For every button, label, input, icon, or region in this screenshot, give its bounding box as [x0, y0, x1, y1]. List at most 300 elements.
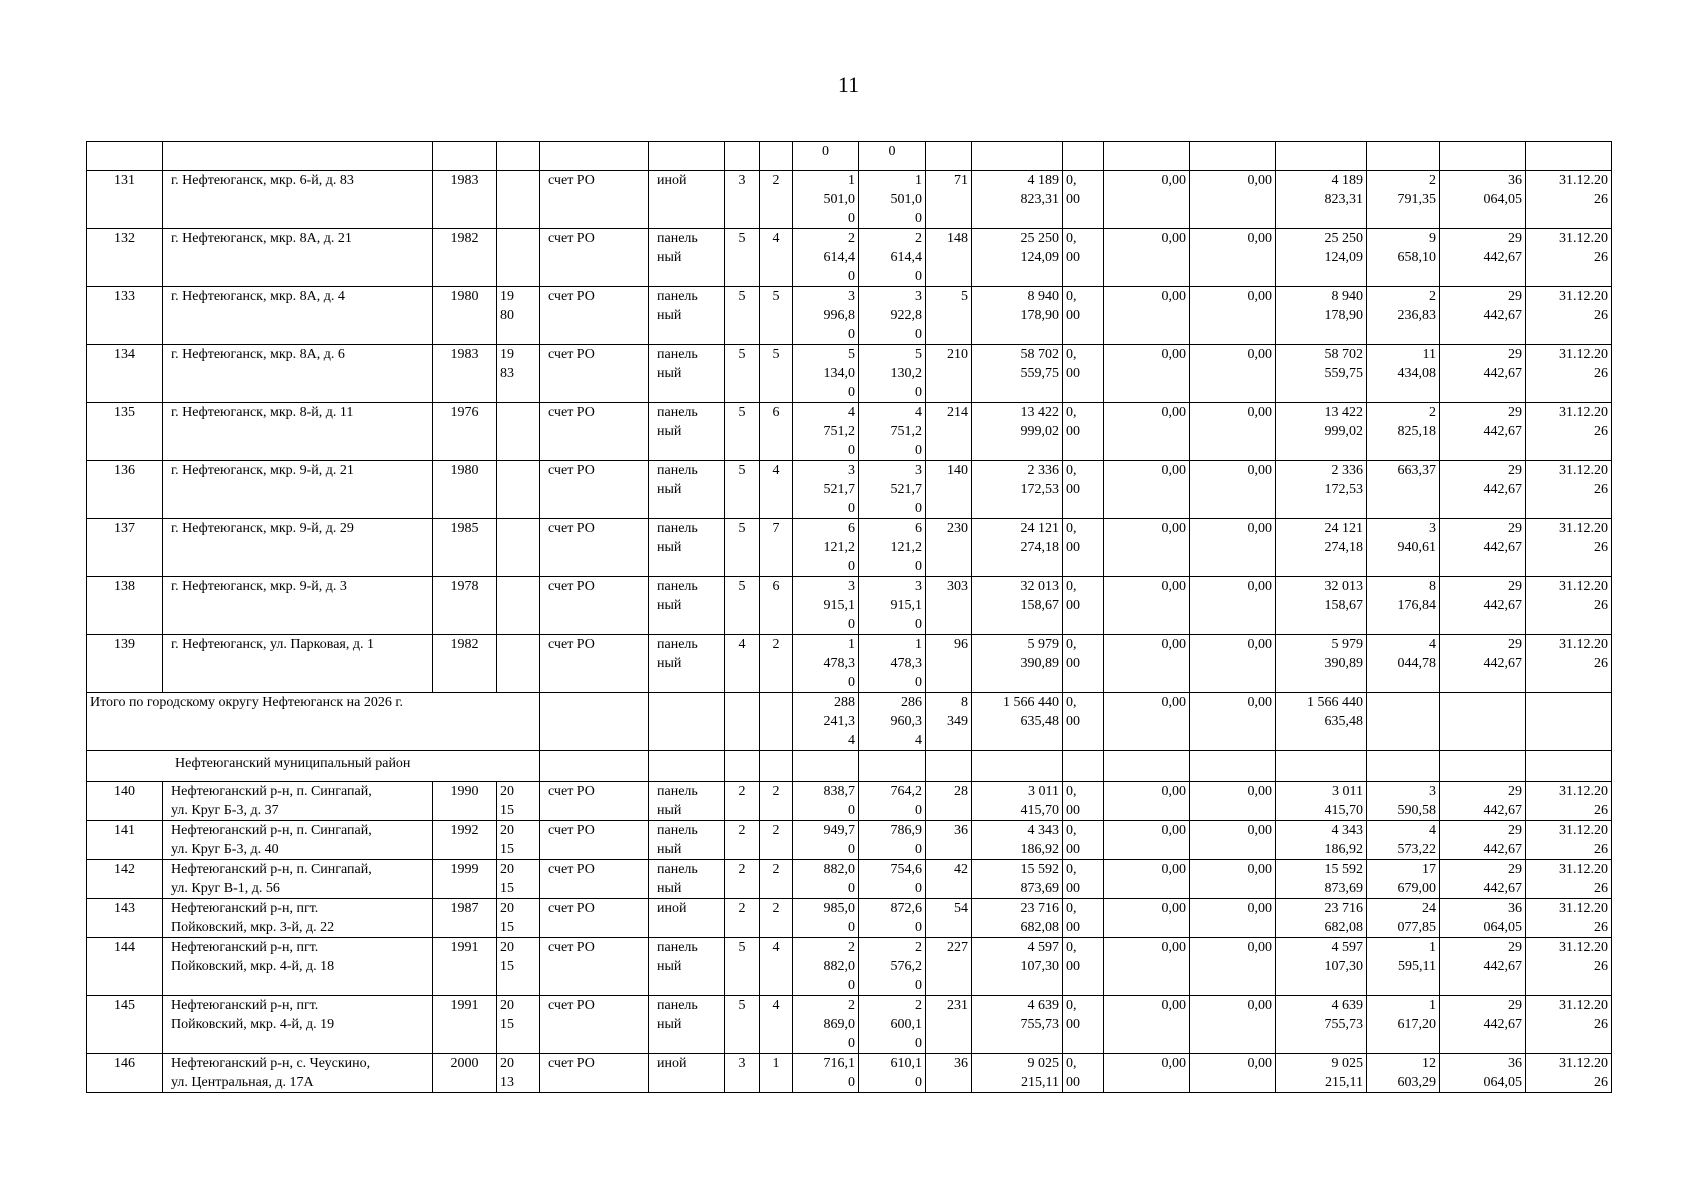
cell-cost-local: 0,00 — [1190, 461, 1276, 519]
cell-cost-fund: 0, 00 — [1063, 635, 1104, 693]
cell-wall-material: панель ный — [649, 403, 725, 461]
cell-cost: 4 343 186,92 — [972, 821, 1063, 860]
cell-year-repair — [497, 519, 540, 577]
cell-residents: 71 — [926, 171, 972, 229]
cell-area-living: 754,6 0 — [859, 860, 926, 899]
cell-wall-material: панель ный — [649, 938, 725, 996]
cell-cost-fund: 0, 00 — [1063, 938, 1104, 996]
cell-residents: 28 — [926, 782, 972, 821]
cell-wall-material: панель ный — [649, 519, 725, 577]
cell-area-total: 0 — [793, 142, 859, 171]
cell-unit-limit: 29 442,67 — [1440, 403, 1526, 461]
cell-unit-cost: 4 573,22 — [1367, 821, 1440, 860]
cell-cost-local: 0,00 — [1190, 860, 1276, 899]
cell-residents: 230 — [926, 519, 972, 577]
cell-entrances: 4 — [760, 938, 793, 996]
cell-address: Нефтеюганский р-н, пгт. Пойковский, мкр. 4-й, д. 18 — [163, 938, 433, 996]
cell-unit-cost: 4 044,78 — [1367, 635, 1440, 693]
table-row — [87, 996, 1612, 1054]
cell-unit-cost: 24 077,85 — [1367, 899, 1440, 938]
cell-address: г. Нефтеюганск, мкр. 8А, д. 21 — [163, 229, 433, 287]
cell-cost-owners: 4 189 823,31 — [1276, 171, 1367, 229]
cell-cost: 2 336 172,53 — [972, 461, 1063, 519]
cell-deadline: 31.12.20 26 — [1526, 1054, 1612, 1093]
cell-cost-owners: 8 940 178,90 — [1276, 287, 1367, 345]
cell-year-built: 1982 — [433, 229, 497, 287]
cell-year-repair: 20 15 — [497, 938, 540, 996]
cell-year-built: 1978 — [433, 577, 497, 635]
cell-wall-material: панель ный — [649, 577, 725, 635]
cell-cost: 4 189 823,31 — [972, 171, 1063, 229]
table-row — [87, 782, 1612, 821]
cell-cost-fund: 0, 00 — [1063, 782, 1104, 821]
cell-residents: 54 — [926, 899, 972, 938]
cell-wall-material: иной — [649, 1054, 725, 1093]
cell-cost-region: 0,00 — [1104, 171, 1190, 229]
cell-year-built: 1976 — [433, 403, 497, 461]
cell-entrances: 5 — [760, 345, 793, 403]
cell-year-built: 1987 — [433, 899, 497, 938]
cell-cost-owners: 9 025 215,11 — [1276, 1054, 1367, 1093]
cell-cost-local: 0,00 — [1190, 996, 1276, 1054]
total-residents: 8 349 — [926, 693, 972, 751]
cell-address: г. Нефтеюганск, мкр. 9-й, д. 21 — [163, 461, 433, 519]
cell-wall-material: иной — [649, 899, 725, 938]
cell-area-total: 4 751,2 0 — [793, 403, 859, 461]
table-row — [87, 287, 1612, 345]
cell-cost-region: 0,00 — [1104, 996, 1190, 1054]
cell-account: счет РО — [540, 938, 649, 996]
cell-cost-region: 0,00 — [1104, 860, 1190, 899]
section-row — [87, 751, 1612, 782]
cell-account: счет РО — [540, 899, 649, 938]
cell-year-repair: 20 15 — [497, 821, 540, 860]
cell-wall-material: панель ный — [649, 860, 725, 899]
cell-cost-local: 0,00 — [1190, 635, 1276, 693]
cell-floors: 5 — [725, 287, 760, 345]
cell-area-living: 6 121,2 0 — [859, 519, 926, 577]
cell-wall-material: иной — [649, 171, 725, 229]
cell-cost-local: 0,00 — [1190, 403, 1276, 461]
cell-number: 135 — [87, 403, 163, 461]
cell-residents: 227 — [926, 938, 972, 996]
cell-year-built: 1991 — [433, 938, 497, 996]
cell-area-living: 1 478,3 0 — [859, 635, 926, 693]
cell-floors: 2 — [725, 899, 760, 938]
cell-cost-fund: 0, 00 — [1063, 899, 1104, 938]
cell-cost-region: 0,00 — [1104, 345, 1190, 403]
cell-deadline: 31.12.20 26 — [1526, 899, 1612, 938]
cell-area-total: 2 614,4 0 — [793, 229, 859, 287]
cell-cost-region: 0,00 — [1104, 403, 1190, 461]
total-label: Итого по городскому округу Нефтеюганск на 2026 г. — [87, 693, 540, 751]
cell-floors: 5 — [725, 519, 760, 577]
cell-address: г. Нефтеюганск, ул. Парковая, д. 1 — [163, 635, 433, 693]
cell-year-repair — [497, 577, 540, 635]
cell-entrances: 4 — [760, 229, 793, 287]
cell-residents: 42 — [926, 860, 972, 899]
table-row-continued — [87, 142, 1612, 171]
cell-cost-owners: 15 592 873,69 — [1276, 860, 1367, 899]
cell-deadline: 31.12.20 26 — [1526, 860, 1612, 899]
cell-cost-owners: 3 011 415,70 — [1276, 782, 1367, 821]
cell-entrances: 6 — [760, 403, 793, 461]
cell-number: 141 — [87, 821, 163, 860]
cell-cost-owners: 25 250 124,09 — [1276, 229, 1367, 287]
cell-cost-local: 0,00 — [1190, 171, 1276, 229]
cell-year-repair: 20 15 — [497, 996, 540, 1054]
cell-address: г. Нефтеюганск, мкр. 6-й, д. 83 — [163, 171, 433, 229]
cell-year-repair: 19 80 — [497, 287, 540, 345]
cell-entrances: 4 — [760, 996, 793, 1054]
cell-cost-fund: 0, 00 — [1063, 229, 1104, 287]
cell-deadline: 31.12.20 26 — [1526, 782, 1612, 821]
cell-number: 136 — [87, 461, 163, 519]
cell-cost: 9 025 215,11 — [972, 1054, 1063, 1093]
cell-unit-cost: 663,37 — [1367, 461, 1440, 519]
cell-cost-owners: 23 716 682,08 — [1276, 899, 1367, 938]
cell-cost-local: 0,00 — [1190, 287, 1276, 345]
cell-cost: 25 250 124,09 — [972, 229, 1063, 287]
total-area-total: 288 241,3 4 — [793, 693, 859, 751]
cell-cost-local: 0,00 — [1190, 345, 1276, 403]
cell-cost-fund: 0, 00 — [1063, 577, 1104, 635]
cell-wall-material: панель ный — [649, 345, 725, 403]
cell-account: счет РО — [540, 635, 649, 693]
cell-cost: 4 597 107,30 — [972, 938, 1063, 996]
cell-cost-region: 0,00 — [1104, 577, 1190, 635]
cell-cost-owners: 24 121 274,18 — [1276, 519, 1367, 577]
cell-unit-cost: 2 825,18 — [1367, 403, 1440, 461]
cell-deadline: 31.12.20 26 — [1526, 403, 1612, 461]
cell-floors: 5 — [725, 996, 760, 1054]
cell-area-living: 764,2 0 — [859, 782, 926, 821]
cell-unit-limit: 29 442,67 — [1440, 635, 1526, 693]
table-row — [87, 938, 1612, 996]
cell-cost-local: 0,00 — [1190, 821, 1276, 860]
cell-area-living: 2 576,2 0 — [859, 938, 926, 996]
houses-table — [86, 141, 1612, 1093]
cell-unit-limit: 36 064,05 — [1440, 899, 1526, 938]
cell-year-repair — [497, 403, 540, 461]
cell-area-living: 2 614,4 0 — [859, 229, 926, 287]
table-row — [87, 860, 1612, 899]
cell-entrances: 2 — [760, 782, 793, 821]
cell-wall-material: панель ный — [649, 635, 725, 693]
cell-area-total: 838,7 0 — [793, 782, 859, 821]
cell-area-living: 4 751,2 0 — [859, 403, 926, 461]
table-row — [87, 229, 1612, 287]
cell-cost-fund: 0, 00 — [1063, 519, 1104, 577]
cell-account: счет РО — [540, 1054, 649, 1093]
table-row — [87, 821, 1612, 860]
cell-cost-region: 0,00 — [1104, 782, 1190, 821]
cell-residents: 36 — [926, 1054, 972, 1093]
table-row — [87, 345, 1612, 403]
cell-year-repair — [497, 461, 540, 519]
cell-area-living: 3 521,7 0 — [859, 461, 926, 519]
cell-cost-owners: 58 702 559,75 — [1276, 345, 1367, 403]
cell-year-built: 1982 — [433, 635, 497, 693]
table-row — [87, 635, 1612, 693]
cell-unit-limit: 29 442,67 — [1440, 821, 1526, 860]
cell-unit-cost: 11 434,08 — [1367, 345, 1440, 403]
table-row — [87, 171, 1612, 229]
cell-cost-owners: 13 422 999,02 — [1276, 403, 1367, 461]
cell-entrances: 2 — [760, 821, 793, 860]
cell-address: Нефтеюганский р-н, пгт. Пойковский, мкр. 4-й, д. 19 — [163, 996, 433, 1054]
cell-area-total: 716,1 0 — [793, 1054, 859, 1093]
cell-unit-cost: 1 617,20 — [1367, 996, 1440, 1054]
cell-area-living: 1 501,0 0 — [859, 171, 926, 229]
cell-address: Нефтеюганский р-н, с. Чеускино, ул. Центральная, д. 17А — [163, 1054, 433, 1093]
cell-address: г. Нефтеюганск, мкр. 8А, д. 4 — [163, 287, 433, 345]
cell-area-total: 3 996,8 0 — [793, 287, 859, 345]
cell-wall-material: панель ный — [649, 782, 725, 821]
cell-cost-local: 0,00 — [1190, 229, 1276, 287]
cell-unit-cost: 3 940,61 — [1367, 519, 1440, 577]
cell-residents: 303 — [926, 577, 972, 635]
cell-address: Нефтеюганский р-н, п. Сингапай, ул. Круг Б-3, д. 40 — [163, 821, 433, 860]
cell-residents: 96 — [926, 635, 972, 693]
cell-unit-cost: 2 236,83 — [1367, 287, 1440, 345]
cell-number: 138 — [87, 577, 163, 635]
cell-unit-cost: 2 791,35 — [1367, 171, 1440, 229]
cell-account: счет РО — [540, 171, 649, 229]
cell-account: счет РО — [540, 860, 649, 899]
cell-year-built: 1990 — [433, 782, 497, 821]
cell-cost: 3 011 415,70 — [972, 782, 1063, 821]
cell-cost-local: 0,00 — [1190, 519, 1276, 577]
cell-number: 143 — [87, 899, 163, 938]
cell-cost-region: 0,00 — [1104, 229, 1190, 287]
cell-year-built: 1983 — [433, 171, 497, 229]
cell-address: Нефтеюганский р-н, п. Сингапай, ул. Круг В-1, д. 56 — [163, 860, 433, 899]
cell-deadline: 31.12.20 26 — [1526, 171, 1612, 229]
cell-residents: 231 — [926, 996, 972, 1054]
cell-deadline: 31.12.20 26 — [1526, 577, 1612, 635]
cell-area-total: 2 869,0 0 — [793, 996, 859, 1054]
cell-entrances: 2 — [760, 635, 793, 693]
cell-area-total: 2 882,0 0 — [793, 938, 859, 996]
cell-cost-owners: 4 343 186,92 — [1276, 821, 1367, 860]
cell-cost: 23 716 682,08 — [972, 899, 1063, 938]
cell-area-total: 1 478,3 0 — [793, 635, 859, 693]
cell-year-repair: 20 15 — [497, 782, 540, 821]
cell-number: 139 — [87, 635, 163, 693]
cell-entrances: 2 — [760, 860, 793, 899]
cell-year-repair — [497, 171, 540, 229]
table-row — [87, 461, 1612, 519]
cell-account: счет РО — [540, 996, 649, 1054]
cell-cost: 15 592 873,69 — [972, 860, 1063, 899]
cell-residents: 140 — [926, 461, 972, 519]
cell-account: счет РО — [540, 287, 649, 345]
cell-unit-limit: 29 442,67 — [1440, 229, 1526, 287]
cell-area-living: 5 130,2 0 — [859, 345, 926, 403]
cell-area-total: 949,7 0 — [793, 821, 859, 860]
cell-year-built: 1991 — [433, 996, 497, 1054]
cell-year-built: 1983 — [433, 345, 497, 403]
cell-deadline: 31.12.20 26 — [1526, 635, 1612, 693]
cell-year-repair: 20 13 — [497, 1054, 540, 1093]
cell-address: г. Нефтеюганск, мкр. 9-й, д. 3 — [163, 577, 433, 635]
cell-deadline: 31.12.20 26 — [1526, 996, 1612, 1054]
cell-year-built: 1980 — [433, 461, 497, 519]
total-cost: 1 566 440 635,48 — [972, 693, 1063, 751]
cell-account: счет РО — [540, 403, 649, 461]
cell-cost: 24 121 274,18 — [972, 519, 1063, 577]
cell-entrances: 1 — [760, 1054, 793, 1093]
cell-address: Нефтеюганский р-н, п. Сингапай, ул. Круг Б-3, д. 37 — [163, 782, 433, 821]
cell-unit-cost: 1 595,11 — [1367, 938, 1440, 996]
cell-cost-fund: 0, 00 — [1063, 171, 1104, 229]
cell-area-living: 786,9 0 — [859, 821, 926, 860]
cell-floors: 5 — [725, 345, 760, 403]
cell-residents: 5 — [926, 287, 972, 345]
cell-floors: 2 — [725, 782, 760, 821]
cell-number: 134 — [87, 345, 163, 403]
cell-wall-material: панель ный — [649, 287, 725, 345]
cell-cost-owners: 2 336 172,53 — [1276, 461, 1367, 519]
cell-cost: 4 639 755,73 — [972, 996, 1063, 1054]
cell-cost-fund: 0, 00 — [1063, 821, 1104, 860]
cell-unit-cost: 17 679,00 — [1367, 860, 1440, 899]
cell-year-repair — [497, 635, 540, 693]
cell-residents: 210 — [926, 345, 972, 403]
cell-area-living: 3 922,8 0 — [859, 287, 926, 345]
cell-area-total: 3 521,7 0 — [793, 461, 859, 519]
cell-unit-limit: 29 442,67 — [1440, 996, 1526, 1054]
cell-year-built: 1999 — [433, 860, 497, 899]
cell-cost: 5 979 390,89 — [972, 635, 1063, 693]
cell-cost-region: 0,00 — [1104, 899, 1190, 938]
cell-cost-fund: 0, 00 — [1063, 345, 1104, 403]
total-area-living: 286 960,3 4 — [859, 693, 926, 751]
cell-floors: 5 — [725, 577, 760, 635]
cell-number: 142 — [87, 860, 163, 899]
cell-entrances: 6 — [760, 577, 793, 635]
section-title: Нефтеюганский муниципальный район — [87, 751, 540, 782]
cell-cost: 8 940 178,90 — [972, 287, 1063, 345]
cell-year-built: 1980 — [433, 287, 497, 345]
cell-residents: 148 — [926, 229, 972, 287]
cell-entrances: 4 — [760, 461, 793, 519]
cell-area-living: 3 915,1 0 — [859, 577, 926, 635]
cell-cost-region: 0,00 — [1104, 821, 1190, 860]
cell-cost-fund: 0, 00 — [1063, 287, 1104, 345]
cell-floors: 5 — [725, 403, 760, 461]
cell-area-living: 2 600,1 0 — [859, 996, 926, 1054]
cell-wall-material: панель ный — [649, 229, 725, 287]
cell-number: 131 — [87, 171, 163, 229]
cell-unit-limit: 29 442,67 — [1440, 782, 1526, 821]
cell-deadline: 31.12.20 26 — [1526, 229, 1612, 287]
cell-cost-owners: 4 597 107,30 — [1276, 938, 1367, 996]
cell-entrances: 2 — [760, 171, 793, 229]
cell-area-total: 3 915,1 0 — [793, 577, 859, 635]
cell-area-total: 6 121,2 0 — [793, 519, 859, 577]
cell-wall-material: панель ный — [649, 996, 725, 1054]
cell-year-repair — [497, 229, 540, 287]
cell-cost-region: 0,00 — [1104, 461, 1190, 519]
cell-unit-limit: 29 442,67 — [1440, 287, 1526, 345]
cell-number: 137 — [87, 519, 163, 577]
cell-address: г. Нефтеюганск, мкр. 8-й, д. 11 — [163, 403, 433, 461]
cell-cost-region: 0,00 — [1104, 519, 1190, 577]
cell-cost-local: 0,00 — [1190, 782, 1276, 821]
cell-account: счет РО — [540, 345, 649, 403]
cell-floors: 4 — [725, 635, 760, 693]
cell-cost-fund: 0, 00 — [1063, 403, 1104, 461]
cell-year-repair: 20 15 — [497, 860, 540, 899]
cell-unit-limit: 29 442,67 — [1440, 577, 1526, 635]
total-cost-owners: 1 566 440 635,48 — [1276, 693, 1367, 751]
cell-floors: 2 — [725, 821, 760, 860]
cell-cost-region: 0,00 — [1104, 635, 1190, 693]
cell-unit-limit: 29 442,67 — [1440, 345, 1526, 403]
cell-entrances: 5 — [760, 287, 793, 345]
cell-number: 132 — [87, 229, 163, 287]
cell-wall-material: панель ный — [649, 821, 725, 860]
cell-account: счет РО — [540, 577, 649, 635]
table-row — [87, 1054, 1612, 1093]
cell-account: счет РО — [540, 821, 649, 860]
cell-entrances: 7 — [760, 519, 793, 577]
cell-deadline: 31.12.20 26 — [1526, 821, 1612, 860]
table-row — [87, 577, 1612, 635]
cell-account: счет РО — [540, 461, 649, 519]
cell-deadline: 31.12.20 26 — [1526, 345, 1612, 403]
cell-cost-fund: 0, 00 — [1063, 996, 1104, 1054]
table-row — [87, 403, 1612, 461]
cell-cost-fund: 0, 00 — [1063, 461, 1104, 519]
cell-residents: 214 — [926, 403, 972, 461]
total-cost-fund: 0, 00 — [1063, 693, 1104, 751]
cell-account: счет РО — [540, 782, 649, 821]
cell-address: г. Нефтеюганск, мкр. 9-й, д. 29 — [163, 519, 433, 577]
cell-number: 145 — [87, 996, 163, 1054]
cell-area-living: 0 — [859, 142, 926, 171]
total-cost-region: 0,00 — [1104, 693, 1190, 751]
cell-address: Нефтеюганский р-н, пгт. Пойковский, мкр. 3-й, д. 22 — [163, 899, 433, 938]
cell-unit-cost: 3 590,58 — [1367, 782, 1440, 821]
cell-cost-owners: 5 979 390,89 — [1276, 635, 1367, 693]
cell-number: 133 — [87, 287, 163, 345]
cell-area-living: 872,6 0 — [859, 899, 926, 938]
cell-deadline: 31.12.20 26 — [1526, 519, 1612, 577]
cell-unit-limit: 29 442,67 — [1440, 461, 1526, 519]
table-row — [87, 519, 1612, 577]
cell-floors: 5 — [725, 938, 760, 996]
cell-unit-limit: 29 442,67 — [1440, 519, 1526, 577]
cell-year-built: 1992 — [433, 821, 497, 860]
cell-cost: 58 702 559,75 — [972, 345, 1063, 403]
cell-area-total: 5 134,0 0 — [793, 345, 859, 403]
page-number: 11 — [837, 72, 860, 97]
cell-area-total: 985,0 0 — [793, 899, 859, 938]
cell-cost-owners: 32 013 158,67 — [1276, 577, 1367, 635]
total-cost-local: 0,00 — [1190, 693, 1276, 751]
cell-cost-local: 0,00 — [1190, 938, 1276, 996]
cell-cost-region: 0,00 — [1104, 1054, 1190, 1093]
cell-cost-local: 0,00 — [1190, 899, 1276, 938]
cell-floors: 2 — [725, 860, 760, 899]
cell-cost-local: 0,00 — [1190, 1054, 1276, 1093]
cell-cost-local: 0,00 — [1190, 577, 1276, 635]
cell-deadline: 31.12.20 26 — [1526, 461, 1612, 519]
cell-deadline: 31.12.20 26 — [1526, 287, 1612, 345]
